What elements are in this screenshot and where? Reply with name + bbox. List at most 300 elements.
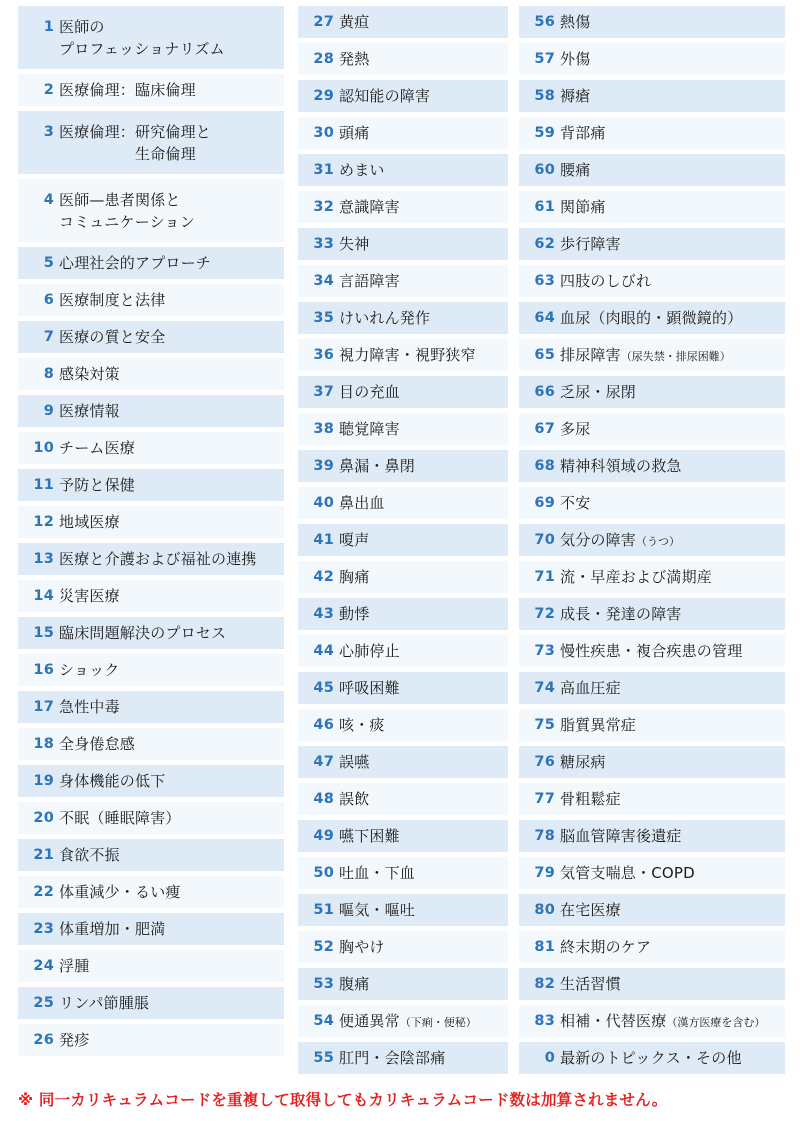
curriculum-item xyxy=(519,450,785,482)
item-number: 57 xyxy=(534,51,555,67)
item-label xyxy=(59,770,280,792)
item-number: 49 xyxy=(313,828,334,844)
item-label xyxy=(560,11,781,33)
item-number: 54 xyxy=(313,1013,334,1029)
item-number: 37 xyxy=(313,384,334,400)
curriculum-item xyxy=(298,894,508,926)
item-number: 21 xyxy=(33,847,54,863)
item-number: 11 xyxy=(33,477,54,493)
item-number: 70 xyxy=(534,532,555,548)
item-label-text: 医療倫理：研究倫理と 生命倫理 xyxy=(59,123,212,163)
item-number: 17 xyxy=(33,699,54,715)
item-number: 40 xyxy=(313,495,334,511)
item-label-text: 認知能の障害 xyxy=(339,87,431,105)
item-label xyxy=(339,1010,504,1034)
item-number: 64 xyxy=(534,310,555,326)
item-label-text: 黄疸 xyxy=(339,13,370,31)
item-label-text: 乏尿・尿閉 xyxy=(560,383,637,401)
item-label xyxy=(59,659,280,681)
item-label-text: 腰痛 xyxy=(560,161,591,179)
item-number: 44 xyxy=(313,643,334,659)
curriculum-item xyxy=(519,117,785,149)
item-label xyxy=(560,233,781,255)
item-label xyxy=(339,862,504,884)
item-number: 12 xyxy=(33,514,54,530)
curriculum-item xyxy=(519,376,785,408)
item-number: 32 xyxy=(313,199,334,215)
item-number: 46 xyxy=(313,717,334,733)
curriculum-item xyxy=(18,728,284,760)
item-label xyxy=(560,677,781,699)
item-label xyxy=(560,788,781,810)
item-number: 67 xyxy=(534,421,555,437)
item-label-text: 骨粗鬆症 xyxy=(560,790,621,808)
curriculum-item xyxy=(519,672,785,704)
item-label-text: 医療倫理：臨床倫理 xyxy=(59,81,196,99)
item-label xyxy=(339,85,504,107)
item-label xyxy=(560,566,781,588)
item-number: 6 xyxy=(43,292,54,308)
item-label xyxy=(339,640,504,662)
item-label-text: 高血圧症 xyxy=(560,679,621,697)
curriculum-item xyxy=(18,913,284,945)
item-number: 31 xyxy=(313,162,334,178)
item-number: 48 xyxy=(313,791,334,807)
curriculum-item xyxy=(519,820,785,852)
item-label-text: めまい xyxy=(339,161,385,179)
curriculum-item xyxy=(298,783,508,815)
curriculum-item xyxy=(298,80,508,112)
curriculum-item xyxy=(18,469,284,501)
item-label xyxy=(560,270,781,292)
item-label xyxy=(339,566,504,588)
item-label-text: 食欲不振 xyxy=(59,846,120,864)
item-label xyxy=(59,918,280,940)
item-label xyxy=(560,159,781,181)
item-label-text: 全身倦怠感 xyxy=(59,735,136,753)
item-label-text: 医師の プロフェッショナリズム xyxy=(59,18,225,58)
item-number: 28 xyxy=(313,51,334,67)
item-number: 13 xyxy=(33,551,54,567)
item-label xyxy=(59,289,280,311)
curriculum-item xyxy=(298,339,508,371)
curriculum-item xyxy=(18,1024,284,1056)
item-number: 55 xyxy=(313,1050,334,1066)
item-label xyxy=(560,640,781,662)
item-number: 51 xyxy=(313,902,334,918)
curriculum-item xyxy=(298,672,508,704)
item-label-text: 心理社会的アプローチ xyxy=(59,254,212,272)
item-label xyxy=(560,862,781,884)
item-number: 19 xyxy=(33,773,54,789)
curriculum-item xyxy=(298,598,508,630)
curriculum-item xyxy=(519,931,785,963)
item-label xyxy=(59,474,280,496)
item-number: 16 xyxy=(33,662,54,678)
curriculum-item xyxy=(298,117,508,149)
curriculum-item xyxy=(298,43,508,75)
item-number: 80 xyxy=(534,902,555,918)
curriculum-item xyxy=(298,1042,508,1074)
curriculum-item xyxy=(519,709,785,741)
item-number: 81 xyxy=(534,939,555,955)
item-number: 75 xyxy=(534,717,555,733)
item-label-text: 脂質異常症 xyxy=(560,716,637,734)
curriculum-item xyxy=(18,74,284,106)
curriculum-item xyxy=(519,746,785,778)
item-label-text: 背部痛 xyxy=(560,124,606,142)
item-number: 56 xyxy=(534,14,555,30)
item-number: 8 xyxy=(43,366,54,382)
item-label-text: 動悸 xyxy=(339,605,370,623)
item-label-text: 吐血・下血 xyxy=(339,864,416,882)
curriculum-item xyxy=(18,876,284,908)
item-label xyxy=(339,48,504,70)
item-label-text: 誤嚥 xyxy=(339,753,370,771)
item-number: 58 xyxy=(534,88,555,104)
item-label-text: 胸やけ xyxy=(339,938,385,956)
curriculum-item xyxy=(298,265,508,297)
item-number: 71 xyxy=(534,569,555,585)
curriculum-item xyxy=(519,302,785,334)
item-number: 15 xyxy=(33,625,54,641)
item-number: 74 xyxy=(534,680,555,696)
curriculum-item xyxy=(519,154,785,186)
item-label-text: 肛門・会陰部痛 xyxy=(339,1049,446,1067)
curriculum-item xyxy=(18,839,284,871)
item-label-note: （尿失禁・排尿困難） xyxy=(620,350,731,363)
item-label xyxy=(59,437,280,459)
item-number: 1 xyxy=(43,19,54,35)
item-label xyxy=(339,492,504,514)
item-label xyxy=(59,363,280,385)
item-number: 26 xyxy=(33,1032,54,1048)
item-label xyxy=(560,381,781,403)
item-number: 23 xyxy=(33,921,54,937)
item-number: 65 xyxy=(534,347,555,363)
item-label-text: 意識障害 xyxy=(339,198,400,216)
item-label-text: 歩行障害 xyxy=(560,235,621,253)
curriculum-item xyxy=(18,617,284,649)
curriculum-item xyxy=(18,6,284,69)
item-label-text: 医療情報 xyxy=(59,402,120,420)
curriculum-item xyxy=(519,191,785,223)
item-label-text: 言語障害 xyxy=(339,272,400,290)
item-label xyxy=(339,381,504,403)
item-label-text: 予防と保健 xyxy=(59,476,136,494)
item-label xyxy=(560,751,781,773)
item-number: 36 xyxy=(313,347,334,363)
curriculum-item xyxy=(18,358,284,390)
item-label xyxy=(560,714,781,736)
item-label xyxy=(59,1029,280,1051)
item-number: 47 xyxy=(313,754,334,770)
item-number: 72 xyxy=(534,606,555,622)
item-label-text: 臨床問題解決のプロセス xyxy=(59,624,227,642)
curriculum-item xyxy=(298,524,508,556)
item-label-text: 相補・代替医療 xyxy=(560,1012,667,1030)
item-number: 78 xyxy=(534,828,555,844)
item-label xyxy=(59,121,280,165)
item-label xyxy=(339,196,504,218)
curriculum-item xyxy=(519,894,785,926)
curriculum-item xyxy=(519,561,785,593)
item-number: 29 xyxy=(313,88,334,104)
item-number: 73 xyxy=(534,643,555,659)
curriculum-item xyxy=(298,450,508,482)
item-label-text: 生活習慣 xyxy=(560,975,621,993)
item-label-text: 呼吸困難 xyxy=(339,679,400,697)
item-label-text: 聴覚障害 xyxy=(339,420,400,438)
item-label xyxy=(339,788,504,810)
item-number: 18 xyxy=(33,736,54,752)
curriculum-item xyxy=(18,432,284,464)
item-label xyxy=(59,511,280,533)
item-number: 66 xyxy=(534,384,555,400)
item-label-text: 医療と介護および福祉の連携 xyxy=(59,550,257,568)
item-label-text: 在宅医療 xyxy=(560,901,621,919)
item-label xyxy=(339,122,504,144)
curriculum-item xyxy=(519,6,785,38)
curriculum-item xyxy=(18,987,284,1019)
item-number: 30 xyxy=(313,125,334,141)
curriculum-item xyxy=(298,487,508,519)
item-label xyxy=(59,400,280,422)
item-label xyxy=(560,48,781,70)
curriculum-item xyxy=(519,524,785,556)
item-number: 14 xyxy=(33,588,54,604)
item-number: 68 xyxy=(534,458,555,474)
item-label-text: 医師—患者関係と コミュニケーション xyxy=(59,191,195,231)
item-number: 0 xyxy=(544,1050,555,1066)
item-number: 79 xyxy=(534,865,555,881)
item-number: 59 xyxy=(534,125,555,141)
item-label xyxy=(560,196,781,218)
item-label-text: 視力障害・視野狭窄 xyxy=(339,346,476,364)
item-label xyxy=(560,307,781,329)
item-label xyxy=(560,122,781,144)
curriculum-item xyxy=(519,783,785,815)
item-label xyxy=(339,159,504,181)
column-1 xyxy=(18,6,284,1061)
curriculum-item xyxy=(298,6,508,38)
item-number: 4 xyxy=(43,192,54,208)
item-label xyxy=(59,326,280,348)
item-label xyxy=(560,899,781,921)
curriculum-item xyxy=(519,1005,785,1037)
item-label xyxy=(560,418,781,440)
item-label xyxy=(59,548,280,570)
item-label-text: 排尿障害 xyxy=(560,346,621,364)
curriculum-item xyxy=(298,561,508,593)
item-number: 10 xyxy=(33,440,54,456)
item-label-text: 便通異常 xyxy=(339,1012,400,1030)
curriculum-item xyxy=(18,765,284,797)
item-number: 52 xyxy=(313,939,334,955)
curriculum-item xyxy=(298,709,508,741)
curriculum-item xyxy=(298,820,508,852)
item-label xyxy=(339,899,504,921)
item-label-text: ショック xyxy=(59,661,120,679)
item-label xyxy=(339,603,504,625)
item-number: 33 xyxy=(313,236,334,252)
item-number: 60 xyxy=(534,162,555,178)
item-number: 45 xyxy=(313,680,334,696)
item-number: 50 xyxy=(313,865,334,881)
item-label xyxy=(339,418,504,440)
item-label xyxy=(560,344,781,368)
item-label-text: 地域医療 xyxy=(59,513,120,531)
curriculum-item xyxy=(519,228,785,260)
curriculum-item xyxy=(519,80,785,112)
curriculum-item xyxy=(519,43,785,75)
curriculum-item xyxy=(298,746,508,778)
item-number: 41 xyxy=(313,532,334,548)
curriculum-item xyxy=(18,111,284,174)
item-label-note: （下痢・便秘） xyxy=(399,1016,477,1029)
item-label-text: 不眠（睡眠障害） xyxy=(59,809,181,827)
item-label xyxy=(59,189,280,233)
curriculum-item xyxy=(18,284,284,316)
footnote: ※ 同一カリキュラムコードを重複して取得してもカリキュラムコード数は加算されません。 xyxy=(18,1091,668,1109)
item-label-text: 気分の障害 xyxy=(560,531,637,549)
item-label-text: けいれん発作 xyxy=(339,309,431,327)
item-label xyxy=(59,992,280,1014)
item-label-text: 四肢のしびれ xyxy=(560,272,652,290)
item-label-text: 熱傷 xyxy=(560,13,591,31)
item-number: 61 xyxy=(534,199,555,215)
item-number: 2 xyxy=(43,82,54,98)
item-label-text: 腹痛 xyxy=(339,975,370,993)
curriculum-item xyxy=(18,950,284,982)
item-number: 20 xyxy=(33,810,54,826)
item-label xyxy=(59,955,280,977)
item-label-text: 不安 xyxy=(560,494,591,512)
item-number: 35 xyxy=(313,310,334,326)
item-label-text: リンパ節腫脹 xyxy=(59,994,150,1012)
curriculum-item xyxy=(519,339,785,371)
curriculum-item xyxy=(18,543,284,575)
item-label xyxy=(59,252,280,274)
item-label-note: （漢方医療を含む） xyxy=(666,1016,766,1029)
item-label-text: 関節痛 xyxy=(560,198,606,216)
item-label-text: 気管支喘息・COPD xyxy=(560,864,695,882)
item-label-text: 頭痛 xyxy=(339,124,370,142)
item-label-text: 最新のトピックス・その他 xyxy=(560,1049,742,1067)
curriculum-item xyxy=(298,968,508,1000)
item-label xyxy=(560,1047,781,1069)
item-number: 77 xyxy=(534,791,555,807)
item-number: 24 xyxy=(33,958,54,974)
curriculum-item xyxy=(298,635,508,667)
item-label xyxy=(59,696,280,718)
item-number: 82 xyxy=(534,976,555,992)
item-number: 76 xyxy=(534,754,555,770)
curriculum-item xyxy=(18,580,284,612)
item-label xyxy=(339,973,504,995)
curriculum-item xyxy=(18,691,284,723)
item-label-text: 鼻出血 xyxy=(339,494,385,512)
item-label xyxy=(339,270,504,292)
item-label-text: 急性中毒 xyxy=(59,698,120,716)
item-number: 38 xyxy=(313,421,334,437)
item-label-text: 外傷 xyxy=(560,50,591,68)
curriculum-item xyxy=(18,506,284,538)
item-label xyxy=(560,603,781,625)
item-number: 9 xyxy=(43,403,54,419)
item-label xyxy=(339,714,504,736)
item-label-text: 感染対策 xyxy=(59,365,120,383)
curriculum-item xyxy=(298,191,508,223)
item-label xyxy=(59,881,280,903)
item-label-text: 医療の質と安全 xyxy=(59,328,166,346)
curriculum-item xyxy=(298,376,508,408)
item-label-text: 慢性疾患・複合疾患の管理 xyxy=(560,642,743,660)
curriculum-item xyxy=(519,487,785,519)
item-number: 69 xyxy=(534,495,555,511)
item-label xyxy=(560,825,781,847)
item-label xyxy=(339,825,504,847)
item-label-text: 身体機能の低下 xyxy=(59,772,166,790)
item-number: 3 xyxy=(43,124,54,140)
curriculum-item xyxy=(298,302,508,334)
column-3 xyxy=(519,6,785,1079)
item-label xyxy=(560,529,781,553)
curriculum-item xyxy=(18,395,284,427)
item-number: 62 xyxy=(534,236,555,252)
item-label xyxy=(339,1047,504,1069)
item-label-text: 終末期のケア xyxy=(560,938,652,956)
item-label xyxy=(339,677,504,699)
curriculum-item xyxy=(519,598,785,630)
curriculum-item xyxy=(519,635,785,667)
item-label-text: 咳・痰 xyxy=(339,716,385,734)
item-label xyxy=(339,529,504,551)
curriculum-item xyxy=(519,265,785,297)
curriculum-item xyxy=(18,247,284,279)
item-number: 25 xyxy=(33,995,54,1011)
item-label-text: 浮腫 xyxy=(59,957,90,975)
curriculum-item xyxy=(298,931,508,963)
item-label xyxy=(339,307,504,329)
item-label-text: 脳血管障害後遺症 xyxy=(560,827,682,845)
item-number: 43 xyxy=(313,606,334,622)
item-number: 83 xyxy=(534,1013,555,1029)
item-label-text: チーム医療 xyxy=(59,439,136,457)
item-number: 39 xyxy=(313,458,334,474)
item-label-text: 多尿 xyxy=(560,420,591,438)
item-label-text: 災害医療 xyxy=(59,587,120,605)
curriculum-item xyxy=(298,154,508,186)
item-label-text: 発疹 xyxy=(59,1031,90,1049)
item-label xyxy=(339,751,504,773)
item-label xyxy=(59,844,280,866)
item-label-text: 嘔気・嘔吐 xyxy=(339,901,416,919)
item-label-text: 目の充血 xyxy=(339,383,400,401)
item-label xyxy=(59,16,280,60)
item-label xyxy=(339,455,504,477)
item-label xyxy=(59,622,280,644)
item-label xyxy=(59,79,280,101)
item-label-text: 鼻漏・鼻閉 xyxy=(339,457,416,475)
curriculum-item xyxy=(18,321,284,353)
item-label xyxy=(339,11,504,33)
item-label xyxy=(59,807,280,829)
item-label-text: 嗄声 xyxy=(339,531,370,549)
item-label-text: 体重減少・るい痩 xyxy=(59,883,181,901)
item-number: 42 xyxy=(313,569,334,585)
item-label xyxy=(339,233,504,255)
